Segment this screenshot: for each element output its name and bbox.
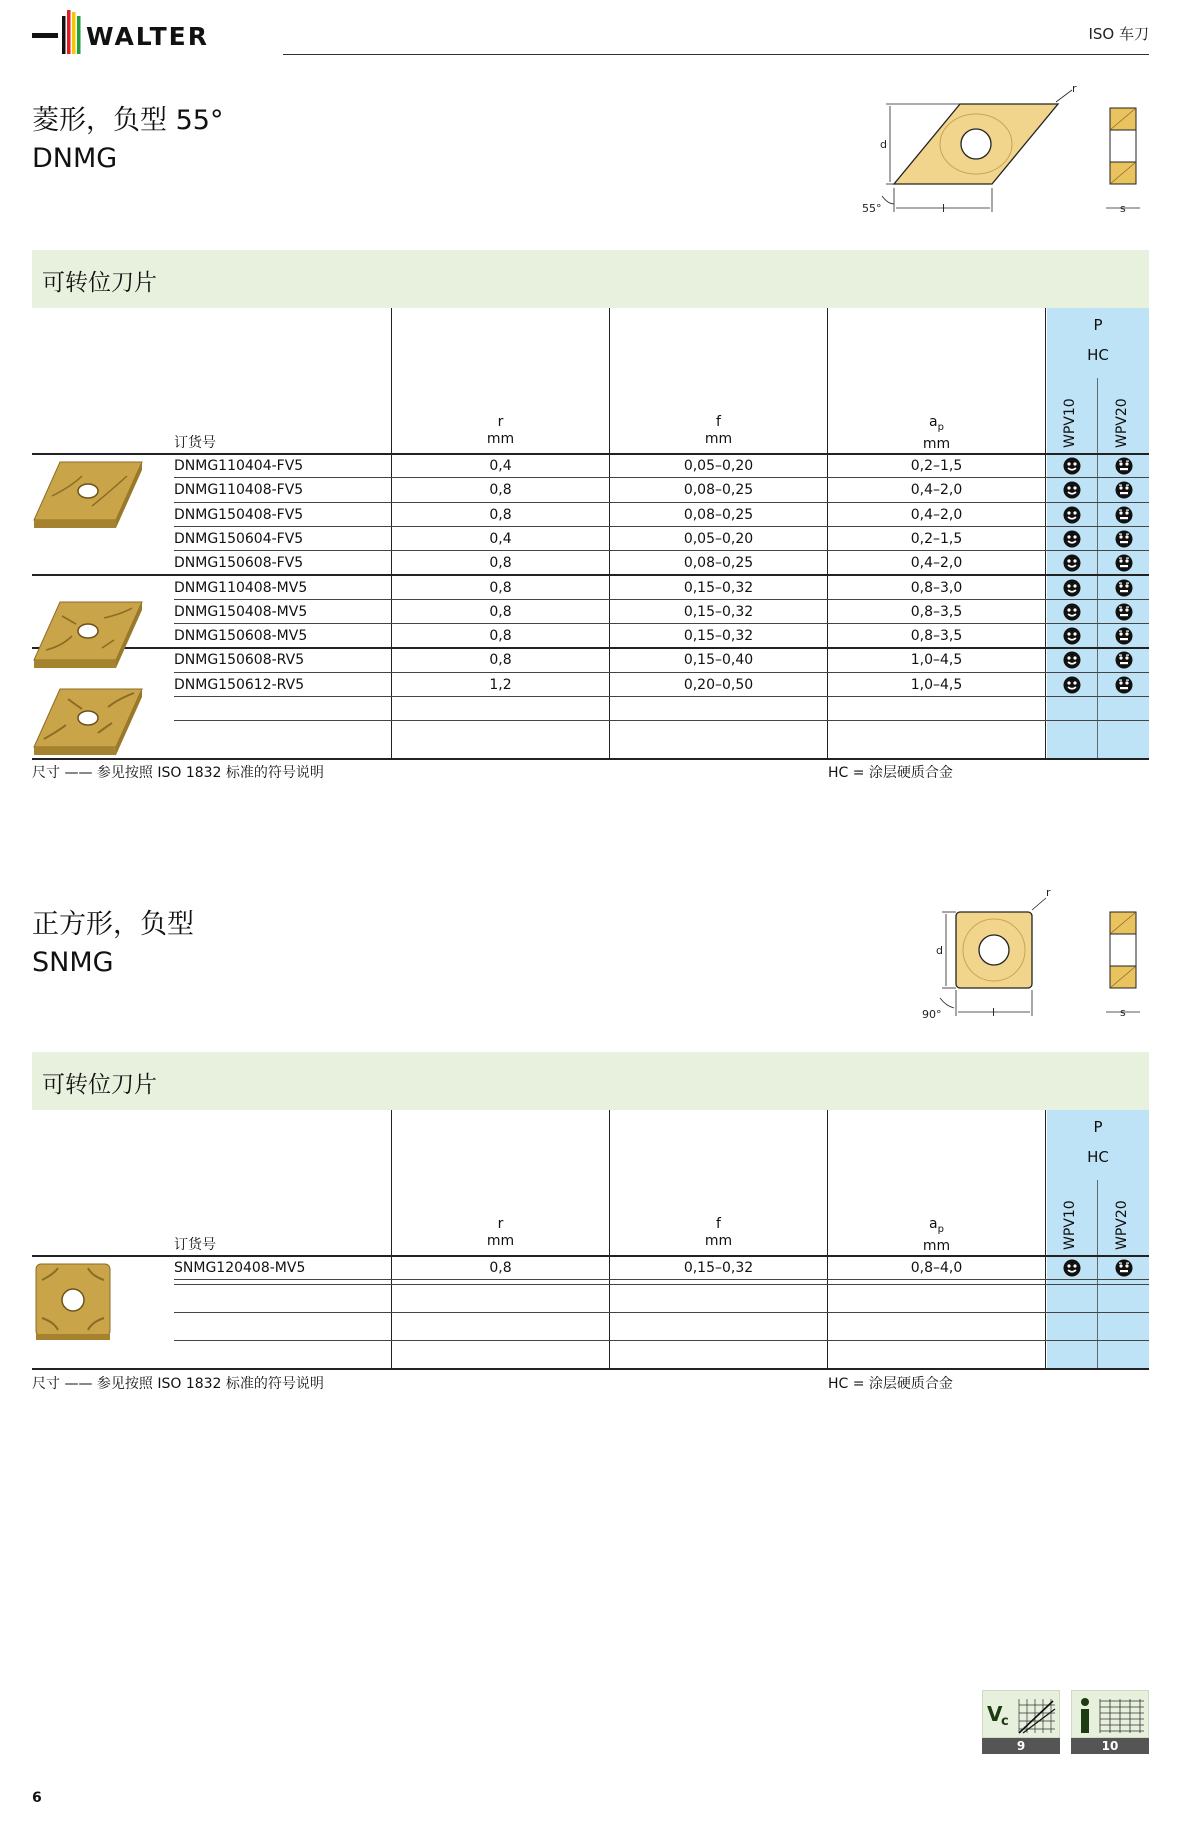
order-number-header: 订货号 xyxy=(174,1237,216,1253)
ap-cell: 0,4–2,0 xyxy=(910,555,963,572)
f-cell: 0,15–0,40 xyxy=(683,652,754,669)
f-header: f mm xyxy=(704,414,733,447)
coating-footnote: HC = 涂层硬质合金 xyxy=(828,765,953,781)
order-code-cell: DNMG150608-MV5 xyxy=(174,628,308,645)
table-row xyxy=(32,454,1149,478)
f-cell: 0,15–0,32 xyxy=(683,628,754,645)
f-header: f mm xyxy=(704,1216,733,1249)
r-cell: 0,8 xyxy=(489,579,512,596)
order-code-cell: DNMG150408-MV5 xyxy=(174,603,308,620)
table-row xyxy=(32,527,1149,551)
grade-wpv10: WPV10 xyxy=(1062,398,1078,448)
order-code-cell: DNMG110408-MV5 xyxy=(174,579,308,596)
insert-image-rv5 xyxy=(32,683,144,759)
r-header: r mm xyxy=(486,414,515,447)
diagram-d-label: d xyxy=(936,944,943,957)
very-good-rating-icon xyxy=(1115,530,1133,548)
diagram-s-label: s xyxy=(1120,202,1126,215)
r-cell: 0,8 xyxy=(489,506,512,523)
table-row xyxy=(32,478,1149,502)
ap-cell: 0,8–3,5 xyxy=(910,628,963,645)
table-row xyxy=(32,576,1149,600)
diagram-d-label: d xyxy=(880,138,887,151)
very-good-rating-icon xyxy=(1115,457,1133,475)
diagram-angle-label: 55° xyxy=(862,202,882,215)
good-rating-icon xyxy=(1063,457,1081,475)
r-header: r mm xyxy=(486,1216,515,1249)
order-number-header: 订货号 xyxy=(174,435,216,451)
info-reference[interactable] xyxy=(1071,1690,1149,1754)
good-rating-icon xyxy=(1063,481,1081,499)
good-rating-icon xyxy=(1063,579,1081,597)
table-row xyxy=(32,551,1149,575)
grade-wpv20: WPV20 xyxy=(1114,398,1130,448)
diagram-l-label: l xyxy=(942,202,946,215)
section-title-dnmg xyxy=(32,102,223,178)
ap-cell: 0,2–1,5 xyxy=(910,458,963,474)
cutting-speed-icon xyxy=(982,1690,1060,1738)
diagram-l-label: l xyxy=(992,1006,996,1019)
svg-text:V: V xyxy=(987,1702,1003,1726)
ap-cell: 0,8–3,5 xyxy=(910,603,963,620)
diagram-s-label: s xyxy=(1120,1006,1126,1019)
f-cell: 0,15–0,32 xyxy=(683,579,754,596)
dnmg-product-table xyxy=(32,308,1149,760)
r-cell: 0,8 xyxy=(489,603,512,620)
reference-page: 9 xyxy=(982,1738,1060,1754)
r-cell: 0,8 xyxy=(489,482,512,499)
ap-cell: 0,4–2,0 xyxy=(910,506,963,523)
f-cell: 0,15–0,32 xyxy=(683,1260,754,1276)
r-cell: 0,8 xyxy=(489,628,512,645)
good-rating-icon xyxy=(1063,554,1081,572)
f-cell: 0,08–0,25 xyxy=(683,555,754,572)
very-good-rating-icon xyxy=(1115,554,1133,572)
f-cell: 0,15–0,32 xyxy=(683,603,754,620)
cutting-speed-reference[interactable] xyxy=(982,1690,1060,1754)
order-code-cell: SNMG120408-MV5 xyxy=(174,1260,306,1276)
very-good-rating-icon xyxy=(1115,506,1133,524)
coating-hc: HC xyxy=(1087,1148,1109,1166)
good-rating-icon xyxy=(1063,506,1081,524)
ap-cell: 1,0–4,5 xyxy=(910,676,963,693)
order-code-cell: DNMG110408-FV5 xyxy=(174,482,304,499)
order-code-cell: DNMG150604-FV5 xyxy=(174,530,304,547)
dimension-footnote: 尺寸 —— 参见按照 ISO 1832 标准的符号说明 xyxy=(32,765,324,781)
dimension-footnote: 尺寸 —— 参见按照 ISO 1832 标准的符号说明 xyxy=(32,1376,324,1392)
reference-page: 10 xyxy=(1071,1738,1149,1754)
r-cell: 1,2 xyxy=(489,676,512,693)
section-band xyxy=(32,250,1149,308)
band-label: 可转位刀片 xyxy=(42,270,157,296)
f-cell: 0,08–0,25 xyxy=(683,482,754,499)
coating-hc: HC xyxy=(1087,346,1109,364)
r-cell: 0,8 xyxy=(489,1260,512,1276)
header-divider xyxy=(283,54,1149,55)
table-row xyxy=(32,673,1149,697)
grade-wpv20: WPV20 xyxy=(1114,1200,1130,1250)
dnmg-insert-diagram xyxy=(850,84,1150,224)
info-icon xyxy=(1071,1690,1149,1738)
band-label: 可转位刀片 xyxy=(42,1072,157,1098)
diagram-angle-label: 90° xyxy=(922,1008,942,1021)
snmg-insert-diagram xyxy=(900,886,1150,1026)
f-cell: 0,05–0,20 xyxy=(683,458,754,474)
material-group-p: P xyxy=(1093,316,1103,334)
insert-image-fv5 xyxy=(32,456,144,532)
table-row xyxy=(32,1256,1149,1280)
r-cell: 0,8 xyxy=(489,555,512,572)
r-cell: 0,4 xyxy=(489,458,512,474)
order-code-cell: DNMG150608-RV5 xyxy=(174,652,305,669)
coating-footnote: HC = 涂层硬质合金 xyxy=(828,1376,953,1392)
f-cell: 0,05–0,20 xyxy=(683,530,754,547)
good-rating-icon xyxy=(1063,1259,1081,1277)
ap-header: $a_p$ mm xyxy=(922,1216,951,1254)
very-good-rating-icon xyxy=(1115,676,1133,694)
table-row xyxy=(32,600,1149,624)
r-cell: 0,4 xyxy=(489,530,512,547)
order-code-cell: DNMG150608-FV5 xyxy=(174,555,304,572)
good-rating-icon xyxy=(1063,676,1081,694)
svg-text:WALTER: WALTER xyxy=(86,22,209,51)
diagram-r-label: r xyxy=(1072,84,1077,95)
good-rating-icon xyxy=(1063,627,1081,645)
order-code-cell: DNMG110404-FV5 xyxy=(174,458,304,474)
section-title-text: 正方形，负型 xyxy=(32,909,194,940)
section-code: DNMG xyxy=(32,143,118,174)
ap-header: $a_p$ mm xyxy=(922,414,951,452)
snmg-product-table xyxy=(32,1110,1149,1370)
order-code-cell: DNMG150612-RV5 xyxy=(174,676,305,693)
order-code-cell: DNMG150408-FV5 xyxy=(174,506,304,523)
table-row xyxy=(32,503,1149,527)
table-row xyxy=(32,624,1149,648)
section-title-text: 菱形，负型 55° xyxy=(32,105,224,136)
ap-cell: 1,0–4,5 xyxy=(910,652,963,669)
very-good-rating-icon xyxy=(1115,579,1133,597)
ap-cell: 0,8–4,0 xyxy=(910,1260,963,1276)
good-rating-icon xyxy=(1063,651,1081,669)
very-good-rating-icon xyxy=(1115,1259,1133,1277)
very-good-rating-icon xyxy=(1115,627,1133,645)
section-title-snmg xyxy=(32,906,194,982)
table-row xyxy=(32,648,1149,672)
good-rating-icon xyxy=(1063,603,1081,621)
insert-image-snmg-mv5 xyxy=(32,1260,114,1344)
ap-cell: 0,2–1,5 xyxy=(910,530,963,547)
ap-cell: 0,8–3,0 xyxy=(910,579,963,596)
f-cell: 0,20–0,50 xyxy=(683,676,754,693)
section-code: SNMG xyxy=(32,947,114,978)
header-label: ISO 车刀 xyxy=(1088,25,1149,43)
good-rating-icon xyxy=(1063,530,1081,548)
grade-wpv10: WPV10 xyxy=(1062,1200,1078,1250)
very-good-rating-icon xyxy=(1115,651,1133,669)
walter-logo xyxy=(32,10,262,58)
very-good-rating-icon xyxy=(1115,481,1133,499)
insert-image-mv5 xyxy=(32,596,144,672)
section-band xyxy=(32,1052,1149,1110)
ap-cell: 0,4–2,0 xyxy=(910,482,963,499)
diagram-r-label: r xyxy=(1046,886,1051,899)
r-cell: 0,8 xyxy=(489,652,512,669)
f-cell: 0,08–0,25 xyxy=(683,506,754,523)
very-good-rating-icon xyxy=(1115,603,1133,621)
svg-text:c: c xyxy=(1001,1714,1009,1729)
page-number: 6 xyxy=(32,1790,42,1806)
material-group-p: P xyxy=(1093,1118,1103,1136)
